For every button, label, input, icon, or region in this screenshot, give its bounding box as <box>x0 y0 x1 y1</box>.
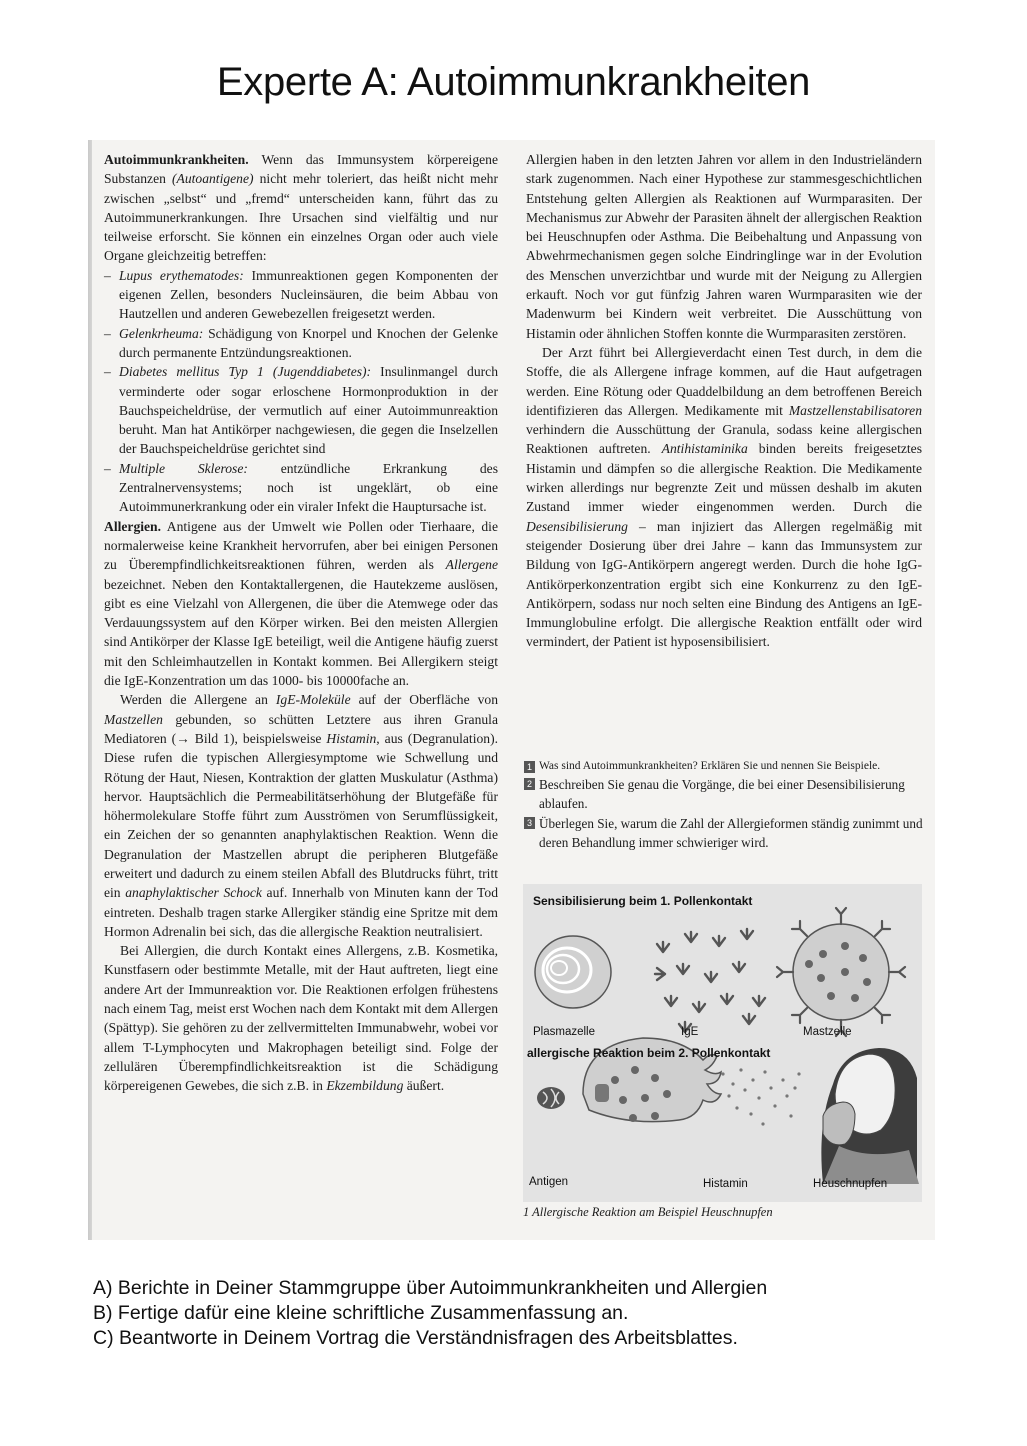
task-b: B) Fertige dafür eine kleine schriftliche Zusammenfassung an. <box>93 1301 629 1324</box>
section-heading-allergien: Allergien. <box>104 518 162 534</box>
label-antigen: Antigen <box>529 1176 569 1188</box>
task-a: A) Berichte in Deiner Stammgruppe über Autoimmunkrankheiten und Allergien <box>93 1277 768 1299</box>
task-c: C) Beantworte in Deinem Vortrag die Verständnisfragen des Arbeitsblattes. <box>93 1326 738 1349</box>
section-heading-autoimmunkrankheiten: Autoimmunkrankheiten. <box>104 152 249 167</box>
paragraph-behandlung: Der Arzt führt bei Allergieverdacht einen Test durch, in dem die Stoffe, die als Allergene infrage kommen, auf die Haut aufgetragen werden. Eine Rötung oder Quaddelbildung an dem betroffenen Bereich identifizieren das Allergen. Medikamente mit Mastzellenstabilisatoren verhindern die Ausschüttung der Granula, sodass keine allergischen Reaktionen auftreten. Antihistaminika binden bereits freigesetztes Histamin und dämpfen so die allergische Reaktion. Die Medikamente wirken allerdings nur begrenzte Zeit und müssen deshalb im akuten Zustand immer wieder eingenommen werden. Durch die Desensibilisierung – man injiziert das Allergen regelmäßig mit steigender Dosierung über drei Jahre – kann das Immunsystem zur Bildung von IgG-Antikörpern angeregt werden. Durch die hohe IgG-Antikörperkonzentration ergibt sich eine Konkurrenz zu den IgE-Antikörpern, sodass nur noch selten eine Bindung des Antigens an IgE-Immunglobuline erfolgt. Die allergische Reaktion entfällt oder wird vermindert, der Patient ist hyposensibilisiert. <box>526 344 923 650</box>
questions-block <box>524 758 924 853</box>
label-mastzelle: Mastzelle <box>803 1026 852 1038</box>
question-1: 1 Was sind Autoimmunkrankheiten? Erklären Sie und nennen Sie Beispiele. <box>524 758 924 774</box>
label-plasmazelle: Plasmazelle <box>533 1026 595 1038</box>
pollen-antigen-icon <box>537 1087 565 1109</box>
list-item: – Multiple Sklerose: entzündliche Erkrankung des Zentralnervensystems; noch ist ungeklärt, ob eine Autoimmunerkrankung oder ein viraler Infekt die Hauptursache ist. <box>104 459 498 517</box>
question-3: 3 Überlegen Sie, warum die Zahl der Allergieformen ständig zunimmt und deren Behandlung immer schwieriger wird. <box>524 814 924 852</box>
disease-list <box>104 266 498 517</box>
left-column <box>104 150 498 1096</box>
ige-antibody-icons <box>655 929 765 1032</box>
histamine-spray-icon <box>721 1068 800 1125</box>
mast-cell-icon <box>777 908 905 1036</box>
figure-heading-sensibilisierung: Sensibilisierung beim 1. Pollenkontakt <box>533 894 753 908</box>
figure-illustration <box>523 884 922 1202</box>
paragraph-autoimmunkrankheiten: Autoimmunkrankheiten. Wenn das Immunsystem körpereigene Substanzen (Autoantigene) nicht mehr toleriert, das heißt nicht mehr zwischen „selbst“ und „fremd“ unterscheiden kann, führt das zu Autoimmunerkrankungen. Ihre Ursachen sind vielfältig und nur teilweise erforscht. Sie können ein einzelnes Organ oder auch viele Organe gleichzeitig betreffen: <box>104 152 498 264</box>
person-sneezing-icon <box>821 1048 919 1184</box>
list-item: – Diabetes mellitus Typ 1 (Jugenddiabetes): Insulinmangel durch verminderte oder sogar erloschene Hormonproduktion in der Bauchspeicheldrüse, der vermutlich auf einer Autoimmunreaktion beruht. Man hat Antikörper nachgewiesen, die gegen die Inselzellen der Bauchspeicheldrüse gerichtet sind <box>104 362 498 458</box>
label-histamin: Histamin <box>703 1178 748 1190</box>
paragraph-kontaktallergien: Bei Allergien, die durch Kontakt eines Allergens, z.B. Kosmetika, Kunstfasern oder bestimmte Metalle, mit der Haut auftreten, liegt eine andere Art der Immunreaktion vor. Die Reaktionen erfolgen frühestens nach einem Tag, meist erst Wochen nach dem Kontakt mit dem Allergen (Spättyp). Sie gehören zu der zellvermittelten Immunabwehr, wobei vor allem T-Lymphocyten und Makrophagen beteiligt sind. Folge der zellulären Überempfindlichkeitsreaktion ist die Schädigung körpereigenen Gewebes, die sich z.B. in Ekzembildung äußert. <box>104 943 498 1094</box>
question-number-badge: 1 <box>524 761 535 773</box>
question-2: 2 Beschreiben Sie genau die Vorgänge, die bei einer Desensibilisierung ablaufen. <box>524 775 924 813</box>
right-column <box>526 150 922 652</box>
plasma-cell-icon <box>535 936 611 1008</box>
task-list <box>93 1276 767 1350</box>
question-number-badge: 3 <box>524 817 535 829</box>
paragraph-allergien: Allergien. Antigene aus der Umwelt wie Pollen oder Tierhaare, die normalerweise keine Krankheit hervorrufen, aber bei einigen Personen zu Überempfindlichkeitsreaktionen führen, werden als Allergene bezeichnet. Neben den Kontaktallergenen, die Hautekzeme auslösen, gibt es eine Vielzahl von Allergenen, die über die Atemwege oder das Verdauungssystem auf den Körper wirken. Bei den meisten Allergien sind Antikörper der Klasse IgE beteiligt, weil die Antigene häufig zuerst mit den Schleimhautzellen in Kontakt kommen. Bei Allergikern steigt die IgE-Konzentration um das 1000- bis 10000fache an. <box>104 518 498 689</box>
page-title: Experte A: Autoimmunkrankheiten <box>216 60 811 104</box>
list-item: – Lupus erythematodes: Immunreaktionen gegen Komponenten der eigenen Zellen, besonders Nucleinsäuren, die beim Abbau von Hautzellen und anderen Gewebezellen freigesetzt werden. <box>104 266 498 324</box>
allergy-figure <box>523 884 922 1202</box>
figure-heading-reaktion: allergische Reaktion beim 2. Pollenkontakt <box>527 1046 771 1060</box>
question-number-badge: 2 <box>524 778 535 790</box>
list-item: – Gelenkrheuma: Schädigung von Knorpel und Knochen der Gelenke durch permanente Entzündungsreaktionen. <box>104 324 498 363</box>
paragraph-hypothese: Allergien haben in den letzten Jahren vor allem in den Industrieländern stark zugenommen. Nach einer Hypothese zur stammesgeschichtlichen Entstehung gelten Allergien als Reaktionen auf Wurmparasiten. Der Mechanismus zur Abwehr der Parasiten ähnelt der allergischen Reaktion bei Heuschnupfen oder Asthma. Die Beibehaltung und Anpassung von Abwehrmechanismen gegen solche Eindringlinge war in der Evolution des Menschen unverzichtbar und wurde mit der Neigung zu Allergien erkauft. Noch vor gut fünfzig Jahren waren Wurmparasiten wie der Madenwurm bei Kindern weit verbreitet. Die Ausschüttung von Histamin oder ähnlichen Stoffen konnte die Wurmparasiten zerstören. <box>526 152 922 341</box>
label-heuschnupfen: Heuschnupfen <box>813 1178 888 1190</box>
figure-caption: 1 Allergische Reaktion am Beispiel Heuschnupfen <box>523 1205 773 1219</box>
label-ige: IgE <box>681 1026 699 1038</box>
paragraph-mastzellen: Werden die Allergene an IgE-Moleküle auf der Oberfläche von Mastzellen gebunden, so schütten Letztere aus ihren Granula Mediatoren (→ Bild 1), beispielsweise Histamin, aus (Degranulation). Diese rufen die typischen Allergiesymptome wie Schwellung und Rötung der Haut, Niesen, Kontraktion der glatten Muskulatur (Asthma) hervor. Hauptsächlich die Permeabilitätserhöhung der Blutgefäße für höhermolekulare Stoffe führt zum Ausströmen von Serumflüssigkeit, ein Zeichen der so genannten anaphylaktischen Reaktion. Wenn die Degranulation der Mastzellen abrupt die peripheren Blutgefäße erweitert und dadurch zu einem steilen Abfall des Blutdrucks führt, tritt ein anaphylaktischer Schock auf. Innerhalb von Minuten kann der Tod eintreten. Deshalb tragen starke Allergiker ständig eine Spritze mit dem Hormon Adrenalin bei sich, das die allergische Reaktion neutralisiert. <box>104 692 499 939</box>
